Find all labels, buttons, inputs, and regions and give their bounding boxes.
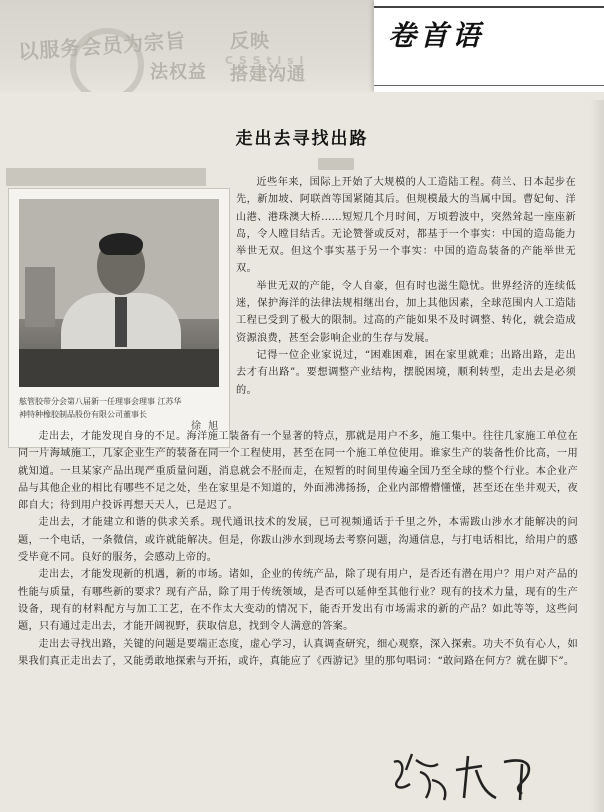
photo-flag [25,267,55,327]
header-band [0,0,604,92]
ghost-text-3: 法权益 [150,62,207,83]
photo-desk [19,349,219,387]
photo-person-tie [115,297,127,347]
section-title: 卷首语 [388,19,485,52]
paragraph: 走出去，才能发现新的机遇，新的市场。诸如，企业的传统产品，除了现有用户，是否还有潜在用户？用户对产品的性能与质量，有哪些新的要求？现有产品，除了用于传统领域，是否可以延伸至其他行业？现有的技术力量，现有的生产设备，现有的材料配方与加工工艺，在不作太大变动的情况下，能否开发出有市场需求的新的产品？如此等等，这些问题，只有通过走出去，才能开阔视野，获取信息，找到令人满意的答案。 [18,569,578,633]
article-body-wide [18,428,578,670]
paragraph: 走出去，才能建立和谐的供求关系。现代通讯技术的发展，已可视频通话于千里之外，本需跋山涉水才能解决的问题，一个电话，一条微信，或许就能解决。但是，你跋山涉水到现场去考察问题，沟通信息，与打电话相比，给用户的感受毕竟不同。良好的服务，会感动上帝的。 [18,517,578,564]
title-rule-top [374,6,604,8]
paragraph: 近些年来，国际上开始了大规模的人工造陆工程。荷兰、日本起步在先，新加坡、阿联酋等国紧随其后。但规模最大的当属中国。曹妃甸、洋山港、港珠澳大桥……短短几个月时间，万顷碧波中，突然耸起一座座新岛，令人瞠目结舌。无论赞誉或反对，都基于一个事实：中国的造岛能力举世无双。但这个事实基于另一个事实：中国的造岛装备的产能举世无双。 [236,177,576,275]
section-title-box [374,0,604,92]
page-edge-shadow [590,100,604,812]
photo-caption: 舷管胶带分会第八届新一任理事会理事 江苏华神特种橡胶制品股份有限公司董事长 [19,397,182,419]
ghost-text-en: C S S t l s l [225,54,305,67]
paragraph: 走出去，才能发现自身的不足。海洋施工装备有一个显著的特点，那就是用户不多，施工集中。往往几家施工单位在同一片海域施工，几家企业生产的装备在同一个工程使用，甚至在同一个施工单位使用。谁家生产的装备性价比高，一用就知道。一旦某家产品出现严重质量问题，消息就会不胫而走，在短暂的时间里传遍全国乃至全球的整个行业。本企业产品与其他企业的相比有哪些不足之处，坐在家里是不知道的，外面沸沸扬扬，企业内部懵懵懂懂，甚至还在坐井观天，夜郎自大；待到用户投诉再想天天人，已是迟了。 [18,431,578,512]
ghost-text-4: 搭建沟通 [230,64,306,85]
paragraph: 举世无双的产能，令人自豪，但有时也滋生隐忧。世界经济的连续低迷，保护海洋的法律法规相继出台，加上其他因素，全球范围内人工造陆工程已受到了极大的限制。过高的产能如果不及时调整、转化，就会造成资源浪费，甚至会影响企业的生存与发展。 [236,280,576,344]
author-name: 徐 旭 [191,421,221,432]
paragraph: 走出去寻找出路，关键的问题是要端正态度，虚心学习，认真调查研究，细心观察，深入探索。功夫不负有心人，如果我们真正走出去了，又能勇敢地探索与开拓，或许，真能应了《西游记》里的那句唱词：“敢问路在何方？就在脚下”。 [18,638,578,667]
author-photo-box [8,188,230,448]
article-body-narrow [236,174,576,399]
decorative-strip [6,168,206,186]
author-photo [19,199,219,387]
decorative-strip-small [318,158,354,170]
title-rule-bottom [374,85,604,86]
ghost-text-1: 以服务会员为宗旨 [17,28,187,64]
photo-person-hair [99,233,143,255]
paragraph: 记得一位企业家说过，“困难困难，困在家里就难；出路出路，走出去才有出路”。要想调整产业结构，摆脱困境，顺利转型，走出去是必须的。 [236,349,576,396]
ghost-text-2: 反映 [230,30,271,52]
handwritten-signature [372,740,572,810]
article-title: 走出去寻找出路 [235,129,369,149]
signature-graphic [372,740,572,810]
